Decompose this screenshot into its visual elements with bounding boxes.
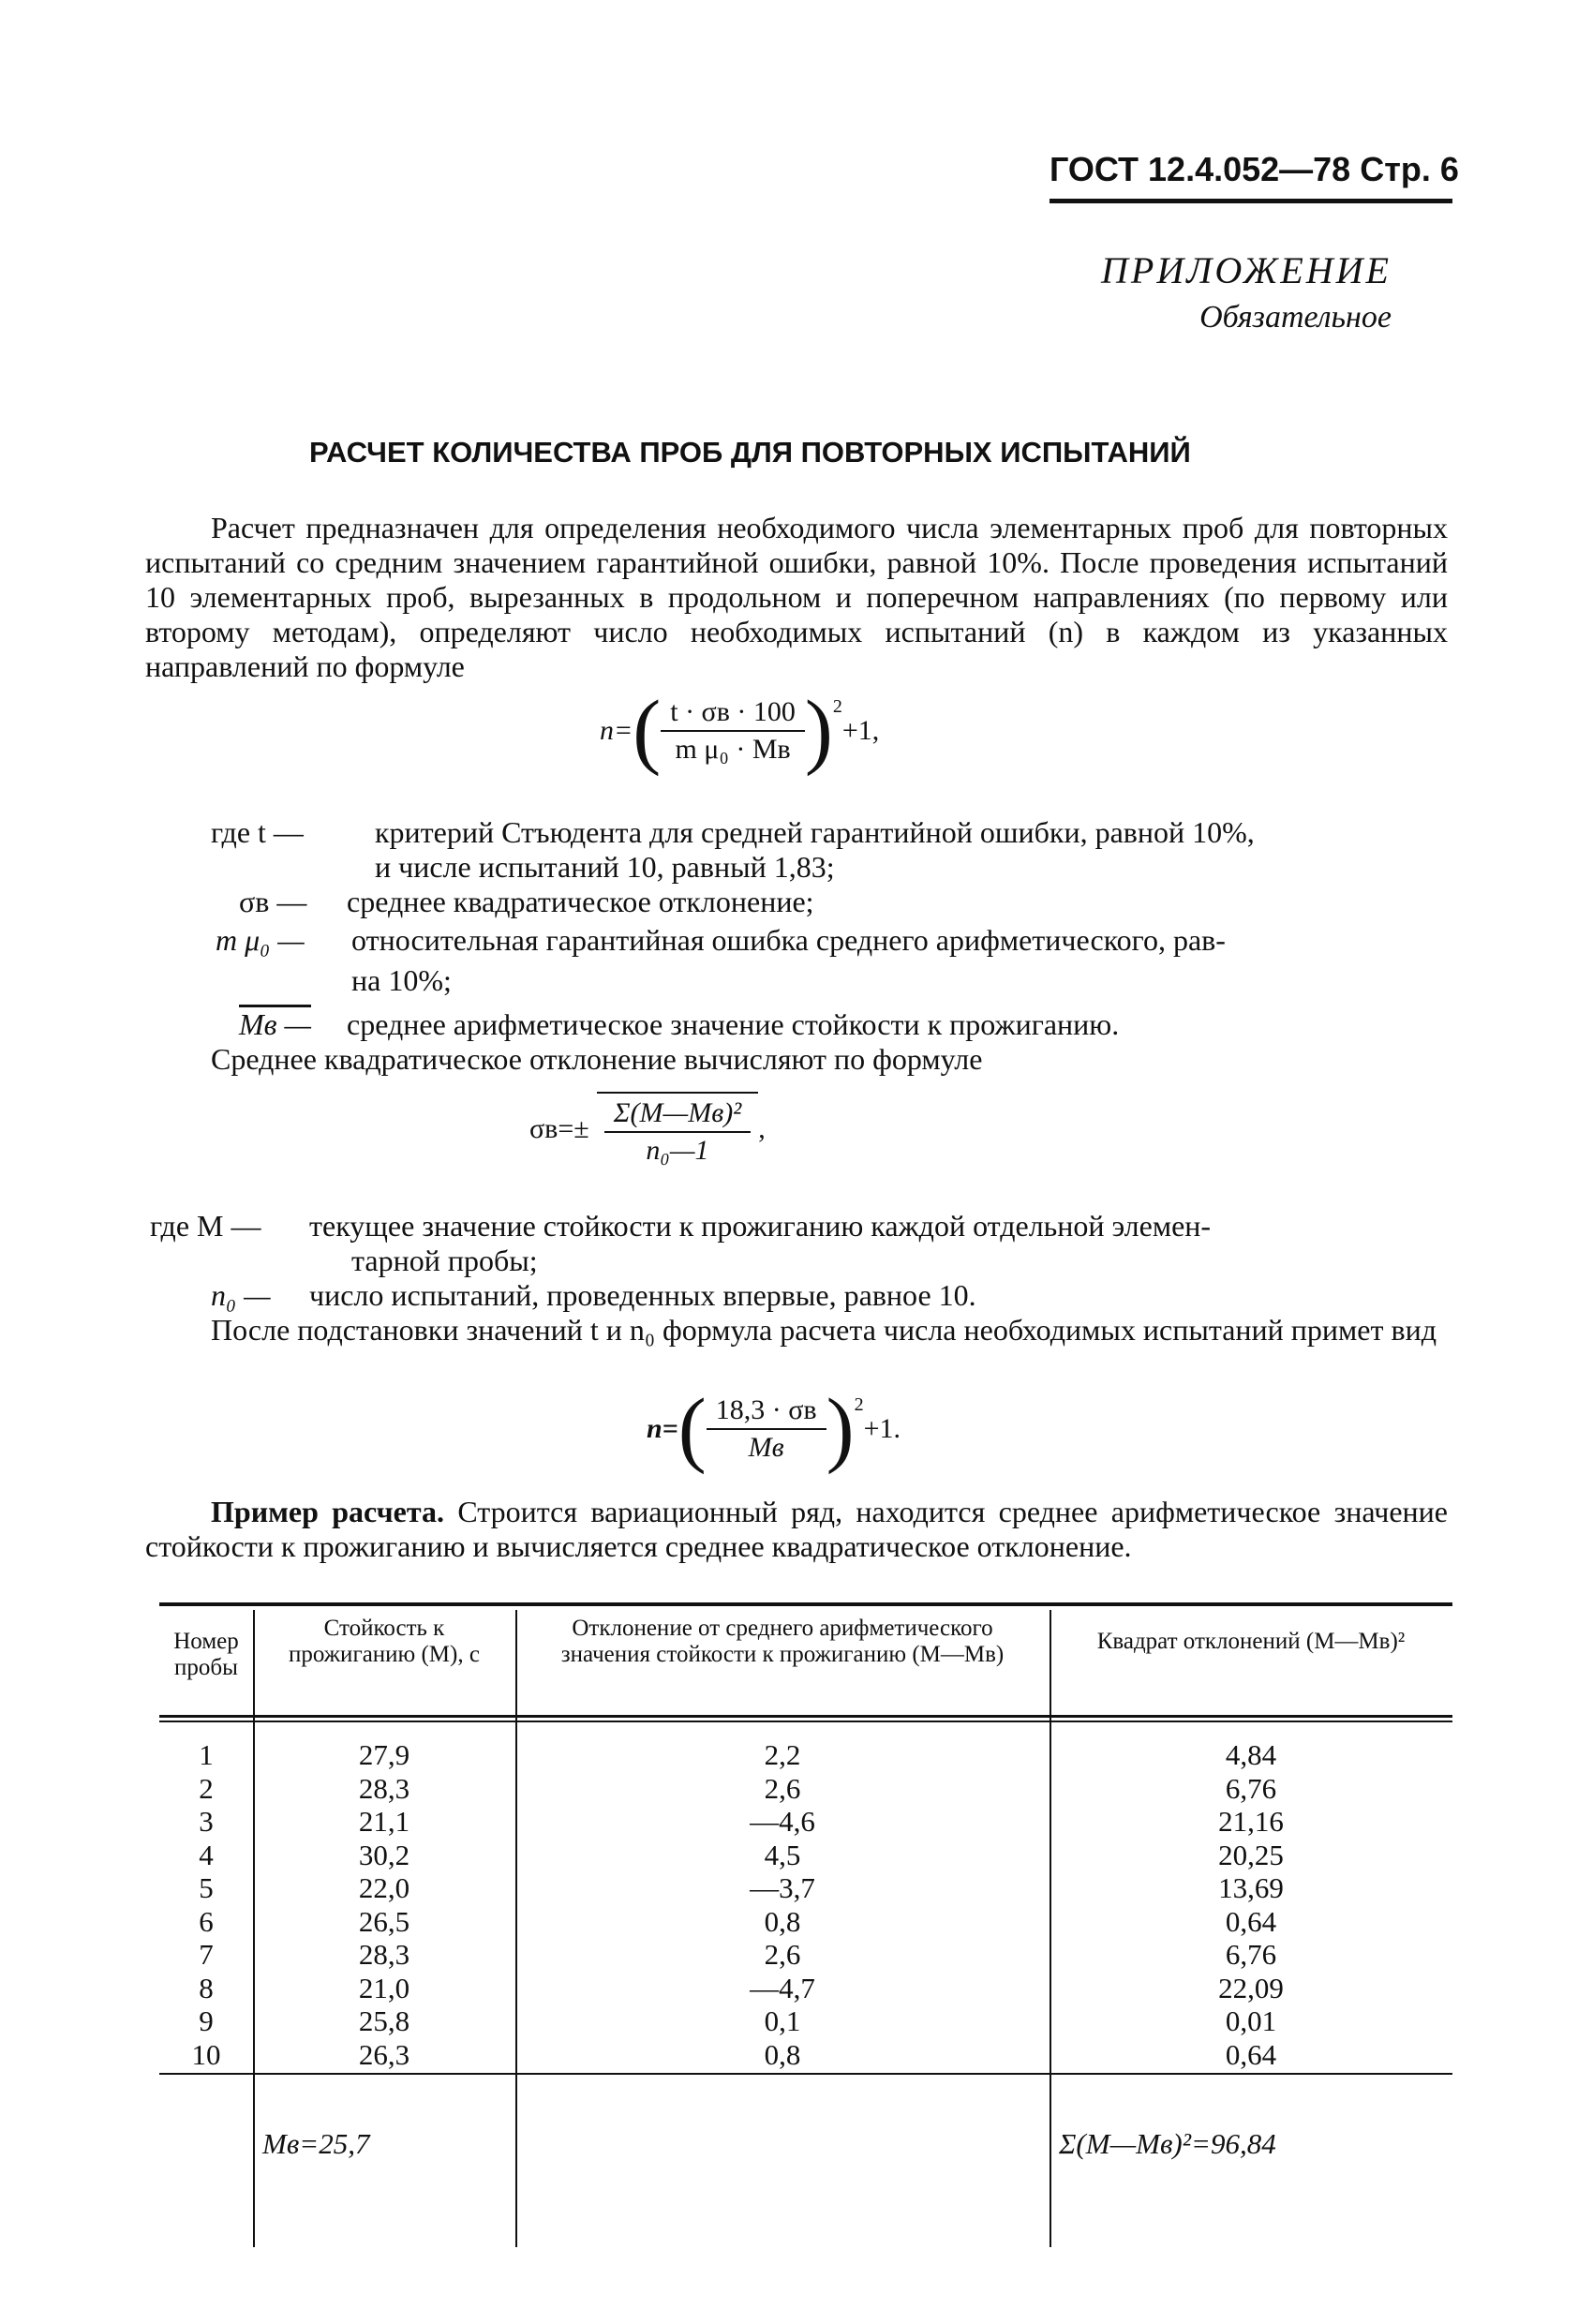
formula3-close-paren: ) [826, 1382, 855, 1475]
table-header-resistance: Стойкость к прожиганию (M), с [289, 1616, 480, 1667]
def-M-text-cont: тарной пробы; [351, 1244, 538, 1277]
table-cell-row-deviation: 4,5 [764, 1838, 801, 1871]
table-header-number: Номер пробы [173, 1629, 239, 1680]
def-t-text-cont: и числе испытаний 10, равный 1,83; [375, 850, 835, 884]
table-cell-row-number: 1 [199, 1738, 214, 1771]
def-mean-symbol: Mв — [239, 1007, 311, 1041]
table-cell-row-deviation: —4,6 [750, 1805, 815, 1838]
table-cell-row-resistance: 21,1 [358, 1805, 410, 1838]
example-lead: Пример расчета. [211, 1495, 444, 1528]
table-cell-row-resistance: 21,0 [358, 1971, 410, 2004]
formula2-lhs: σв=± [529, 1113, 589, 1144]
table-cell-row-resistance: 28,3 [358, 1771, 410, 1805]
intro-paragraph: Расчет предназначен для определения необходимого числа элементарных проб для повторных испытаний со средним значением гарантийной ошибки, равной 10%. После проведения испытаний 10 элементарных проб, вырезанных в продольном и поперечном направлениях (по первому или второму методам), определяют число необходимых испытаний (n) в каждом из указанных направлений по формуле [145, 511, 1448, 683]
table-header-rule-2 [159, 1721, 1452, 1722]
table-cell-row-square: 0,01 [1225, 2004, 1277, 2037]
table-cell-row-deviation: —3,7 [750, 1871, 815, 1904]
def-m-text-cont: на 10%; [351, 963, 452, 997]
table-cell-row-resistance: 27,9 [358, 1738, 410, 1771]
table-cell-row-number: 5 [199, 1871, 214, 1904]
def-n0-text: число испытаний, проведенных впервые, равное 10. [309, 1278, 976, 1312]
document-title: РАСЧЕТ КОЛИЧЕСТВА ПРОБ ДЛЯ ПОВТОРНЫХ ИСПЫТАНИЙ [309, 436, 1191, 469]
table-cell-row-deviation: 2,6 [764, 1771, 801, 1805]
table-cell-row-resistance: 30,2 [358, 1838, 410, 1871]
formula2-sqrt [597, 1092, 758, 1167]
table-total-mean: Mв=25,7 [262, 2127, 370, 2160]
def-m-text: относительная гарантийная ошибка среднего арифметического, рав- [351, 923, 1226, 957]
formula-sample-count [600, 684, 880, 777]
header-rule [1050, 199, 1452, 203]
formula1-lhs: n= [600, 715, 633, 746]
table-cell-row-deviation: 0,1 [764, 2004, 801, 2037]
substitution-paragraph: После подстановки значений t и n₀ формула расчета числа необходимых испытаний примет вид [211, 1313, 1437, 1347]
def-n0-symbol: n₀ — [211, 1278, 271, 1312]
table-sum-rule [159, 2073, 1452, 2075]
formula1-tail: +1, [841, 715, 880, 746]
table-vline-3 [1050, 1610, 1051, 2247]
table-cell-row-deviation: —4,7 [750, 1971, 815, 2004]
table-cell-row-square: 13,69 [1218, 1871, 1284, 1904]
formula1-open-paren: ( [633, 684, 662, 777]
table-cell-row-resistance: 25,8 [358, 2004, 410, 2037]
table-cell-row-number: 6 [199, 1904, 214, 1938]
appendix-label: ПРИЛОЖЕНИЕ [1101, 249, 1392, 291]
def-sigma-symbol: σв — [239, 885, 307, 918]
table-cell-row-square: 20,25 [1218, 1838, 1284, 1871]
table-cell-row-number: 8 [199, 1971, 214, 2004]
formula-final [647, 1382, 901, 1475]
def-M-symbol: где M — [150, 1209, 261, 1243]
table-cell-row-resistance: 26,5 [358, 1904, 410, 1938]
formula3-fraction [707, 1394, 826, 1464]
table-cell-row-square: 4,84 [1225, 1738, 1277, 1771]
table-cell-row-resistance: 26,3 [358, 2037, 410, 2071]
table-cell-row-deviation: 2,2 [764, 1738, 801, 1771]
def-sigma-text: среднее квадратическое отклонение; [347, 885, 814, 918]
example-text: Строится вариационный ряд, находится среднее арифметическое значение стойкости к прожиганию и вычисляется среднее квадратическое отклонение. [145, 1495, 1449, 1563]
table-cell-row-deviation: 0,8 [764, 1904, 801, 1938]
table-cell-row-square: 22,09 [1218, 1971, 1284, 2004]
table-cell-row-deviation: 0,8 [764, 2037, 801, 2071]
table-cell-row-square: 21,16 [1218, 1805, 1284, 1838]
formula3-lhs: n= [647, 1413, 678, 1444]
page-header: ГОСТ 12.4.052—78 Стр. 6 [1050, 150, 1459, 188]
formula2-denominator: n₀—1 [646, 1135, 709, 1166]
def-t-text: критерий Стъюдента для средней гарантийной ошибки, равной 10%, [375, 815, 1255, 849]
formula3-open-paren: ( [677, 1382, 707, 1475]
table-cell-row-deviation: 2,6 [764, 1938, 801, 1971]
table-cell-row-resistance: 22,0 [358, 1871, 410, 1904]
def-M-text: текущее значение стойкости к прожиганию каждой отдельной элемен- [309, 1209, 1212, 1243]
formula3-denominator: Mв [748, 1432, 784, 1463]
table-cell-row-square: 0,64 [1225, 1904, 1277, 1938]
table-cell-row-number: 3 [199, 1805, 214, 1838]
def-m-symbol: m μ₀ — [216, 923, 305, 957]
table-vline-1 [253, 1610, 255, 2247]
formula1-exponent: 2 [832, 696, 842, 717]
table-vline-2 [515, 1610, 517, 2247]
formula1-fraction [661, 696, 805, 766]
table-cell-row-number: 7 [199, 1938, 214, 1971]
formula3-tail: +1. [863, 1413, 901, 1444]
table-header-deviation: Отклонение от среднего арифметического значения стойкости к прожиганию (M—Mв) [560, 1616, 1005, 1667]
formula3-exponent: 2 [854, 1394, 864, 1415]
formula1-numerator: t · σв · 100 [661, 696, 805, 732]
def-mean-text: среднее арифметическое значение стойкости к прожиганию. [347, 1007, 1120, 1041]
appendix-status: Обязательное [1199, 300, 1392, 335]
formula1-denominator: m μ₀ · Mв [675, 734, 791, 765]
formula-std-deviation [529, 1092, 766, 1167]
formula2-numerator: Σ(M—Mв)² [604, 1097, 751, 1133]
formula2-fraction [604, 1097, 751, 1167]
example-paragraph [145, 1495, 1448, 1564]
formula1-close-paren: ) [804, 684, 833, 777]
formula3-numerator: 18,3 · σв [707, 1394, 826, 1430]
table-cell-row-number: 4 [199, 1838, 214, 1871]
formula2-tail: , [758, 1113, 766, 1144]
table-cell-row-resistance: 28,3 [358, 1938, 410, 1971]
table-total-sum: Σ(M—Mв)²=96,84 [1059, 2127, 1276, 2160]
table-header-square: Квадрат отклонений (M—Mв)² [1096, 1629, 1406, 1654]
table-top-rule [159, 1602, 1452, 1606]
table-cell-row-number: 10 [191, 2037, 221, 2071]
table-cell-row-number: 2 [199, 1771, 214, 1805]
sigma-intro: Среднее квадратическое отклонение вычисляют по формуле [211, 1042, 983, 1076]
table-cell-row-number: 9 [199, 2004, 214, 2037]
table-cell-row-square: 6,76 [1225, 1771, 1277, 1805]
table-cell-row-square: 0,64 [1225, 2037, 1277, 2071]
table-header-rule [159, 1715, 1452, 1718]
table-cell-row-square: 6,76 [1225, 1938, 1277, 1971]
def-t-symbol: где t — [211, 815, 304, 849]
